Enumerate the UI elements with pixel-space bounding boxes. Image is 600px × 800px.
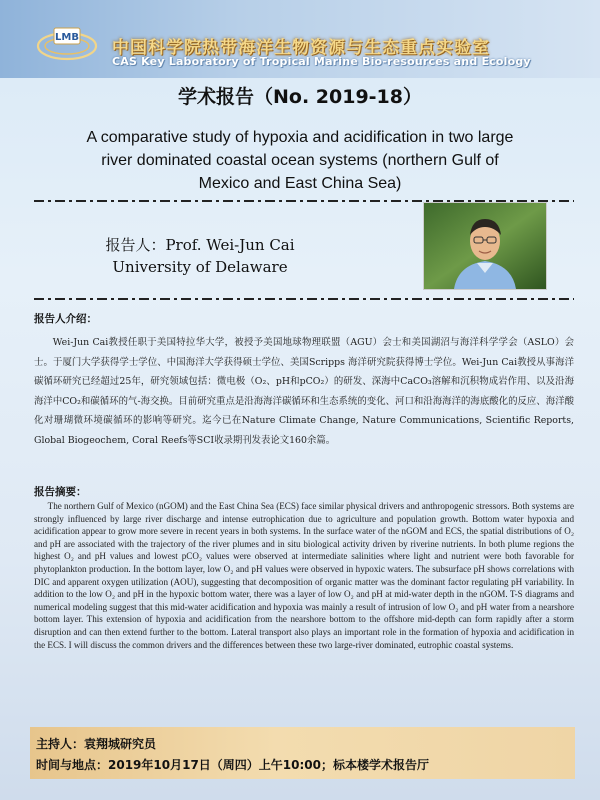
lab-logo-icon (36, 24, 98, 62)
divider (34, 298, 574, 300)
speaker-affiliation: University of Delaware (112, 258, 288, 276)
time-place-line: 时间与地点：2019年10月17日（周四）上午10:00；标本楼学术报告厅 (36, 758, 429, 772)
abstract-heading: 报告摘要： (34, 486, 87, 498)
talk-title (60, 126, 540, 195)
abstract-text: The northern Gulf of Mexico (nGOM) and the East China Sea (ECS) face similar physical drivers and anthropogenic stressors. Both systems are strongly influenced by large river discharge and intense eutrophication due to agriculture and population growth. Bottom water hypoxia and acidification appear to grow more severe in recent years in both systems. In the surface water of the nGOM and ECS, the spatial distributions of O₂ and pH are associated with the trajectory of the river plumes and in situ biological activity driven by riverine nutrients. In both plume regions the highest O₂ and pH values and lowest pCO₂ values were observed at intermediate salinities where light and nutrient were both favorable for phytoplankton production. In the bottom layer, low O₂ and pH values were observed in hypoxic waters. The subsurface pH shows correlations with DIC and apparent oxygen utilization (AOU), suggesting that decomposition of organic matter was the dominant factor regulating pH variability. In addition to the low O₂ and pH in the hypoxic bottom water, there was a layer of low O₂ and pH at mid-water depth in the nGOM. T-S diagrams and numerical modeling suggest that this mid-water acidification and hypoxia was mainly a result of intrusion of low O₂ and pH water from a nearshore bottom layer. This extension of hypoxia and acidification from the nearshore bottom to the offshore mid-depth can form rapidly after a storm disruption and can then extend further to the bottom. Lateral transport also plays an important role in the formation of hypoxia and acidification in the ECS. I will discuss the common drivers and the differences between these two large-river dominated, eutrophic coastal systems. (34, 501, 574, 650)
bio-text: Wei-Jun Cai教授任职于美国特拉华大学，被授予美国地球物理联盟（AGU）会士和美国湖沼与海洋科学学会（ASLO）会士。于厦门大学获得学士学位、中国海洋大学获得硕士学位、美国Scripps 海洋研究院获得博士学位。Wei-Jun Cai教授从事海洋碳循环研究已经超过25年，研究领域包括：微电极（O₂、pH和pCO₂）的研发、深海中CaCO₃溶解和沉积物成岩作用、以及沿海海洋中CO₂和碳循环的气-海交换。目前研究重点是沿海海洋碳循环和生态系统的变化、河口和沿海海洋的海底酸化的反应、海洋酸化对珊瑚微环境碳循环的影响等研究。迄今已在Nature Climate Change, Nature Communications, Scientific Reports, Global Biogeochem, Coral Reefs等SCI收录期刊发表论文160余篇。 (34, 337, 574, 446)
speaker-portrait (423, 202, 547, 290)
header-banner (0, 0, 600, 78)
logo-text: LMB (55, 32, 79, 43)
talk-title-line: A comparative study of hypoxia and acidification in two large (86, 129, 514, 146)
speaker-name: 报告人：Prof. Wei-Jun Cai (105, 236, 295, 254)
talk-title-line: river dominated coastal ocean systems (northern Gulf of (101, 152, 499, 169)
speaker-block (0, 234, 400, 278)
institution-name-cn: 中国科学院热带海洋生物资源与生态重点实验室 (112, 38, 490, 58)
report-number: 学术报告（No. 2019-18） (178, 86, 422, 108)
host-line: 主持人：袁翔城研究员 (36, 737, 157, 751)
bio-heading: 报告人介绍： (34, 313, 97, 325)
talk-title-line: Mexico and East China Sea) (198, 175, 402, 192)
institution-name-en: CAS Key Laboratory of Tropical Marine Bio-resources and Ecology (112, 55, 531, 68)
footer-box (30, 727, 575, 779)
